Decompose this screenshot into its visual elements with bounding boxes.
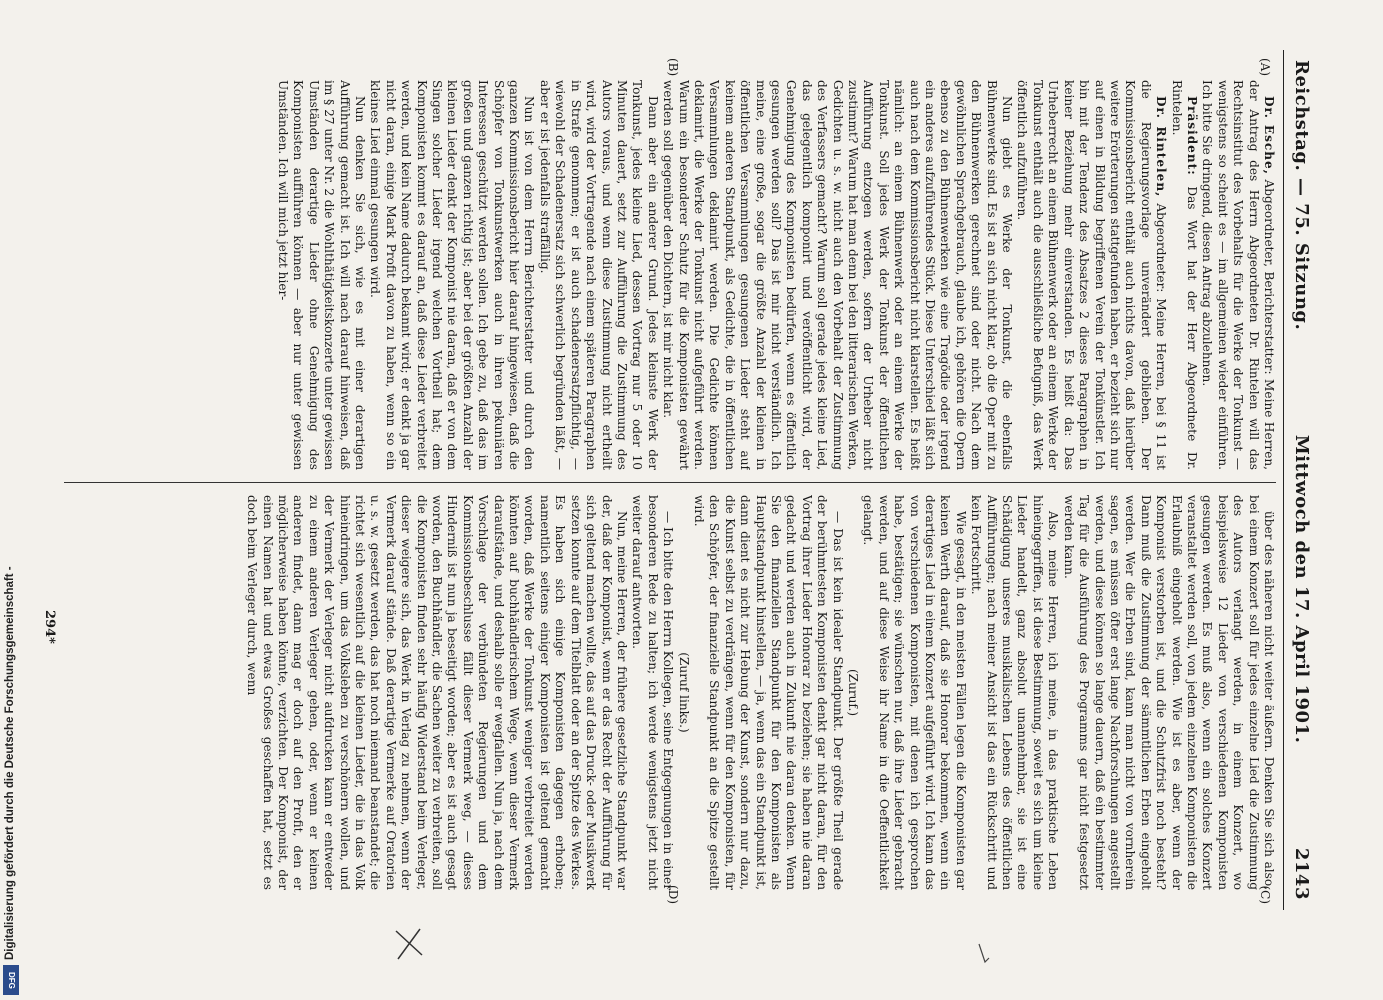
- paragraph-text: Dann aber ein anderer Grund. Jedes kleinste Werk der Tonkunst, jedes kleine Lied, dessen Vortrag nur 5 oder 10 Minuten dauert, setzt zur Aufführung die Zustimmung des Autors voraus, und wenn diese Zustimmung nicht ertheilt wird, wird der Vortragende nach einem späteren Paragraphen in Strafe genommen; er ist auch schadenersatzpflichtig, — wiewohl der Schadenersatz sich schwerlich begründen läßt, — aber er ist jedenfalls straffällig.: [537, 80, 660, 470]
- header-right: Mittwoch den 17. April 1901.: [1291, 434, 1313, 744]
- paragraph-text: Nun giebt es Werke der Tonkunst, die ebenfalls Bühnenwerke sind. Es ist an sich nicht klar, ob die Oper mit zu den Bühnenwerken gerechnet sind oder nicht. Nach dem gewöhnlichen Sprachgebrauch, glaube ich, gehören die Opern ebenso zu den Bühnenwerken wie eine Tragödie oder irgend ein anderes aufzuführendes Stück. Diese Unterschied läßt sich auch nach dem Kommissionsbericht nicht klarstellen. Es heißt nämlich: an einem Bühnenwerk oder an einem Werke der Tonkunst. Soll jedes Werk der Tonkunst der öffentlichen Aufführung entzogen werden, sofern der Urheber nicht zustimmt? Warum hat man denn bei den litterarischen Werken, Gedichten u. s. w. nicht auch den Vorbehalt der Zustimmung des Verfassers gemacht? Warum soll gerade jedes kleine Lied, das gelegentlich komponirt und veröffentlicht wird, der Genehmigung des Komponisten bedürfen, wenn es öffentlich gesungen werden soll? Das ist mir nicht verständlich. Ich meine, eine große, sogar die größte Anzahl der kleinen in öffentlichen Versammlungen gesungenen Lieder steht auf keinem anderen Standpunkt, als Gedichte, die in öffentlichen Versammlungen deklamirt werden. Die Gedichte können deklamirt, die Werke der Tonkunst nicht aufgeführt werden. Warum ein besonderer Schutz für die Komponisten gewährt werden soll gegenüber den Dichtern, ist mir nicht klar.: [661, 80, 1015, 470]
- paragraph-text: — Ich bitte den Herrn Kollegen, seine Entgegnungen in einer besonderen Rede zu halten; ich werde wenigstens jetzt nicht weiter darauf antworten.: [630, 495, 676, 890]
- paragraph: [1199, 80, 1276, 470]
- paragraph-text: Abgeordneter, Berichterstatter: Meine Herren, der Antrag des Herrn Abgeordneten Dr. Rintelen will das Rechtsinstitut des Vorbehalts für die Werke der Tonkunst — wenigstens so scheint es — im allgemeinen wieder einführen. Ich bitte Sie dringend, diesen Antrag abzulehnen.: [1200, 80, 1276, 470]
- page-header: [1288, 60, 1316, 900]
- paragraph: [860, 495, 968, 890]
- paragraph: [1014, 80, 1168, 470]
- paragraph: [660, 80, 1014, 470]
- paragraph: [845, 495, 860, 890]
- speaker-name: Dr. Esche,: [1262, 96, 1276, 175]
- speaker-name: Präsident:: [1184, 96, 1199, 176]
- sidebar: [0, 0, 24, 1000]
- header-left: Reichstag. — 75. Sitzung.: [1291, 60, 1313, 331]
- paragraph: [1060, 495, 1276, 890]
- paragraph-text: Das Wort hat der Herr Abgeordnete Dr. Rintelen.: [1169, 80, 1199, 470]
- margin-marker-b: (B): [666, 58, 680, 77]
- paragraph-text: Nun, meine Herren, der frühere gesetzliche Standpunkt war der, daß der Komponist, wenn er das Recht der Aufführung für sich geltend machen wollte, das auf das Druck- oder Musikwerk setzen konnte auf dem Titelblatt oder an der Spitze des Werkes. Es haben sich einige Komponisten dagegen erhoben; namentlich seitens einiger Komponisten ist geltend gemacht worden, daß Werke der Tonkunst weniger verbreitet werden könnten auf buchhändlerischem Wege, wenn dieser Vermerk daraufstände, und deshalb solle er wegfallen. Nun ja, nach dem Vorschlage der verbündeten Regierungen und dem Kommissionsbeschlusse fällt dieser Vermerk weg, — dieses Hinderniß ist nun ja beseitigt worden; aber es ist auch gesagt worden, den Buchhändler, die Sachen weiter zu verbreiten, soll die Komponisten finden sehr häufig Widerstand beim Verleger, dieser weigere sich, das Werk in Verlag zu nehmen, wenn der Vermerk darauf stände. Daß derartige Vermerke auf Oratorien u. s. w. gesetzt werden, das hat noch niemand beanstandet; die richtet sich wesentlich auf die kleinen Lieder, die in das Volk hineindringen, um das Volksleben zu verschönern wollen, und der Vermerk der Verleger nicht aufdrucken kann er entweder zu einem anderen Verleger gehen, oder, wenn er keinen anderen findet, dann mag er doch auf den Profit, den er möglicherweise haben könnte, verzichten. Der Komponist, der einen Namen hat und etwas Großes geschaffen hat, setzt es doch beim Verleger durch, wenn: [245, 495, 629, 890]
- paragraph: [629, 495, 675, 890]
- paragraph: [537, 80, 660, 470]
- left-text-column: [64, 80, 1276, 470]
- paragraph: [675, 495, 690, 890]
- paragraph-text: Abgeordneter: Meine Herren, bei § 11 ist die Regierungsvorlage unverändert geblieben. Der Kommissionsbericht enthält auch nichts davon, daß hierüber weitere Erörterungen stattgefunden haben, er bezieht sich nur auf einen in Bildung begriffenen Verein der Tonkünstler. Ich bin mit der Tendenz des Absatzes 2 dieses Paragraphen in keiner Beziehung mehr einverstanden. Es heißt da: Das Urheberrecht an einem Bühnenwerk oder an einem Werke der Tonkunst enthält auch die ausschließliche Befugniß, das Werk öffentlich aufzuführen.: [1015, 80, 1169, 470]
- paragraph-text: — Das ist kein idealer Standpunkt. Der größte Theil gerade der berühmtesten Komponisten denkt gar nicht daran, für den Vortrag ihrer Lieder Honorar zu beziehen; sie haben nie daran gedacht und werden auch in Zukunft nie daran denken. Wenn Sie den finanziellen Standpunkt für den Komponisten als Hauptstandpunkt hinstellen, — ja, wenn das ein Standpunkt ist, dann dient es nicht zur Hebung der Kunst, sondern nur dazu, die Kunst selbst zu verdrängen, wenn für den Komponisten, für den Schöpfer, der finanzielle Standpunkt an die Spitze gestellt wird.: [691, 495, 845, 890]
- paragraph-text: Also, meine Herren, ich meine, in das praktische Leben hineingegriffen, ist diese Bestimmung, soweit es sich um kleine Lieder handelt, ganz absolut unannehmbar, sie ist eine Schädigung unseres musikalischen Lebens des öffentlichen Aufführungen; nach meiner Ansicht ist das ein Rückschritt und kein Fortschritt.: [969, 495, 1061, 890]
- paragraph-text: Wie gesagt, in den meisten Fällen legen die Komponisten gar keinen Werth darauf, daß sie Honorar bekommen, wenn ein derartiges Lied in einem Konzert aufgeführt wird. Ich kann das von verschiedenen Komponisten, mit denen ich gesprochen habe, bestätigen; sie wünschen nur, daß ihre Lieder gebracht werden, und auf diese Weise ihr Name in die Oeffentlichkeit gelangt.: [861, 495, 968, 890]
- dfg-credit-text: Digitalisierung gefördert durch die Deutsche Forschungsgemeinschaft -: [4, 566, 16, 960]
- paragraph: [367, 80, 536, 470]
- scanned-page: [42, 50, 1320, 910]
- paragraph-text: Nun denken Sie sich, wie es mit einer derartigen Aufführung gemacht ist. Ich will nach darauf hinweisen, daß im § 27 unter Nr. 2 die Wohlthätigkeitskonzerte unter gewissen Umständen derartige Lieder ohne Genehmigung des Komponisten aufführen können — aber nur unter gewissen Umständen. Ich will mich jetzt hier-: [276, 80, 368, 470]
- column-divider: [64, 482, 1276, 483]
- margin-marker-d: (D): [666, 885, 680, 904]
- paragraph-text: (Zuruf.): [846, 668, 861, 717]
- margin-marker-a: (A): [1258, 58, 1272, 77]
- paragraph-text: Nun ist von dem Herrn Berichterstatter und durch den ganzen Kommissionsbericht hier darauf hingewiesen, daß die Schöpfer von Tonkunstwerken auch in ihren pekuniären Interessen geschützt werden sollen. Ich gebe zu, daß das im großen und ganzen richtig ist; aber bei der größten Anzahl der kleinen Lieder denkt der Komponist nie daran, daß er von dem Singen solcher Lieder irgend welchen Vortheil hat; dem Komponisten kommt es darauf an, daß diese Lieder verbreitet werden, und kein Name dadurch bekannt wird; er denkt ja gar nicht daran, einige Mark Profit davon zu haben, wenn so ein kleines Lied einmal gesungen wird.: [368, 80, 537, 470]
- paragraph-text: über des näheren nicht weiter äußern. Denken Sie sich also, bei einem Konzert soll für jedes einzelne Lied die Zustimmung des Autors verlangt werden, in einem Konzert, wo beispielsweise 12 Lieder von verschiedenen Komponisten gesungen werden. Es muß also, wenn ein solches Konzert veranstaltet werden soll, von jedem einzelnen Komponisten die Erlaubniß eingeholt werden. Wie ist es aber, wenn der Komponist verstorben ist, und die Schutzfrist noch besteht? Dann muß die Zustimmung der sämmtlichen Erben eingeholt werden. Wer die Erben sind, kann man nicht von vornherein sagen, es müssen öfter erst lange Nachforschungen angestellt werden, und diese können so lange dauern, daß ein bestimmter Tag für die Ausführung des Programms gar nicht festgesetzt werden kann.: [1061, 495, 1276, 890]
- pencil-cross-mark-icon: [390, 925, 430, 965]
- paragraph: [691, 495, 845, 890]
- right-text-column: [64, 495, 1276, 890]
- page-number: 2143: [1291, 847, 1313, 900]
- paragraph: [968, 495, 1060, 890]
- margin-marker-c: (C): [1258, 885, 1272, 904]
- header-rule: [1283, 50, 1284, 910]
- pencil-tick-mark-icon: [975, 940, 995, 970]
- paragraph: [275, 80, 367, 470]
- speaker-name: Dr. Rintelen,: [1154, 96, 1169, 198]
- paragraph-text: (Zuruf links.): [676, 652, 691, 733]
- paragraph: [244, 495, 629, 890]
- dfg-logo-icon: DFG: [3, 965, 19, 995]
- paragraph: [1168, 80, 1199, 470]
- footer-signature-number: 294*: [42, 610, 57, 644]
